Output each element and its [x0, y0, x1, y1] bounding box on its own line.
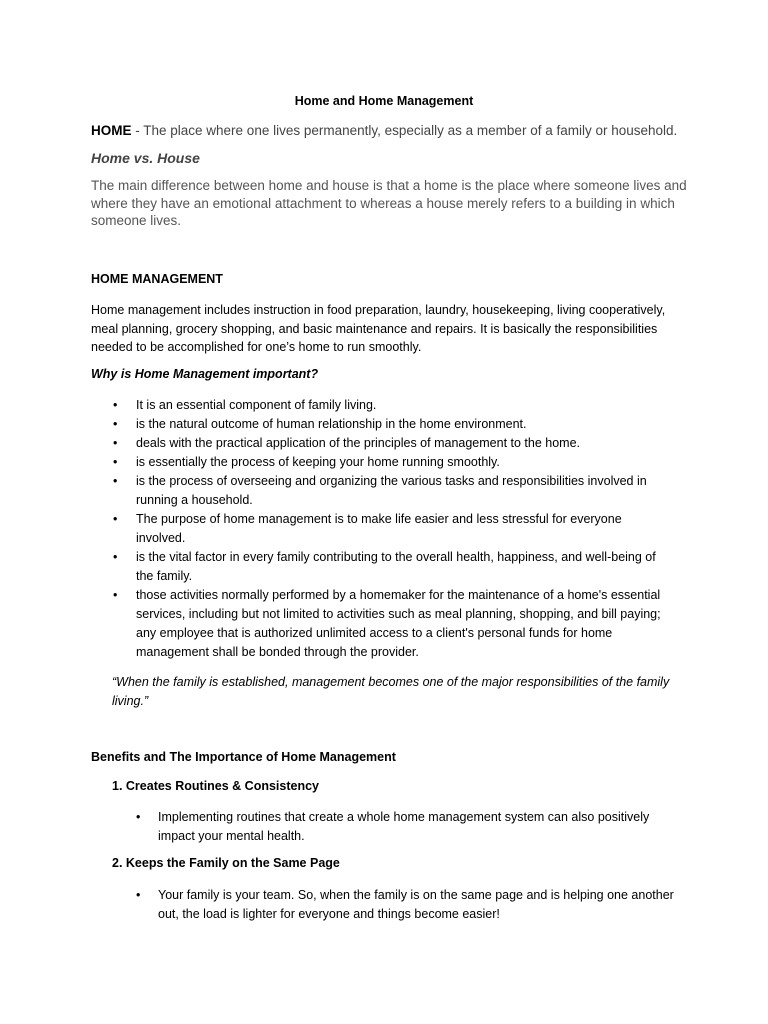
home-term: HOME — [91, 123, 132, 138]
benefit-title: 2. Keeps the Family on the Same Page — [112, 856, 340, 870]
bullet-icon: • — [113, 474, 118, 488]
home-definition — [91, 123, 731, 138]
bullet-icon: • — [136, 810, 141, 824]
list-item — [91, 510, 671, 548]
list-item-text: The purpose of home management is to make life easier and less stressful for everyone involved. — [136, 512, 622, 545]
list-item — [91, 586, 671, 662]
home-vs-house-heading: Home vs. House — [91, 150, 200, 166]
list-item — [91, 548, 671, 586]
benefit-bullet — [136, 886, 678, 924]
bullet-icon: • — [113, 550, 118, 564]
document-title: Home and Home Management — [294, 94, 474, 108]
list-item-text: is the vital factor in every family contributing to the overall health, happiness, and well-being of the family. — [136, 550, 656, 583]
bullet-icon: • — [113, 512, 118, 526]
list-item-text: It is an essential component of family living. — [136, 398, 377, 412]
list-item — [91, 434, 671, 453]
bullet-icon: • — [113, 455, 118, 469]
list-item — [91, 453, 671, 472]
family-quote: “When the family is established, management becomes one of the major responsibilities of the family living.” — [112, 675, 670, 708]
benefit-bullet-text: Your family is your team. So, when the family is on the same page and is helping one another out, the load is lighter for everyone and things become easier! — [158, 888, 674, 921]
benefit-title: 1. Creates Routines & Consistency — [112, 779, 320, 793]
home-vs-house-paragraph: The main difference between home and house is that a home is the place where someone lives and where they have an emotional attachment to whereas a house merely refers to a building in which someone lives. — [91, 178, 687, 228]
list-item-text: is the natural outcome of human relationship in the home environment. — [136, 417, 527, 431]
benefit-bullet — [136, 808, 678, 846]
list-item — [91, 472, 671, 510]
list-item-text: deals with the practical application of the principles of management to the home. — [136, 436, 581, 450]
bullet-icon: • — [113, 588, 118, 602]
benefit-bullet-text: Implementing routines that create a whole home management system can also positively impact your mental health. — [158, 810, 650, 843]
list-item-text: is essentially the process of keeping your home running smoothly. — [136, 455, 500, 469]
home-management-paragraph: Home management includes instruction in food preparation, laundry, housekeeping, living cooperatively, meal planning, grocery shopping, and basic maintenance and repairs. It is basically the responsibilities needed to be accomplished for one’s home to run smoothly. — [91, 303, 666, 354]
list-item-text: those activities normally performed by a homemaker for the maintenance of a home's essential services, including but not limited to activities such as meal planning, shopping, and bill paying; any employee that is authorized unlimited access to a client's personal funds for home management shall be bonded through the provider. — [136, 588, 661, 659]
bullet-icon: • — [113, 417, 118, 431]
list-item — [91, 415, 671, 434]
bullet-icon: • — [113, 436, 118, 450]
list-item — [91, 396, 671, 415]
benefits-heading: Benefits and The Importance of Home Management — [91, 750, 396, 764]
bullet-icon: • — [113, 398, 118, 412]
home-management-heading: HOME MANAGEMENT — [91, 272, 223, 286]
why-important-heading: Why is Home Management important? — [91, 367, 319, 381]
list-item-text: is the process of overseeing and organizing the various tasks and responsibilities involved in running a household. — [136, 474, 647, 507]
bullet-icon: • — [136, 888, 141, 902]
why-important-list — [91, 396, 671, 662]
home-definition-text: - The place where one lives permanently, especially as a member of a family or household. — [131, 123, 678, 138]
